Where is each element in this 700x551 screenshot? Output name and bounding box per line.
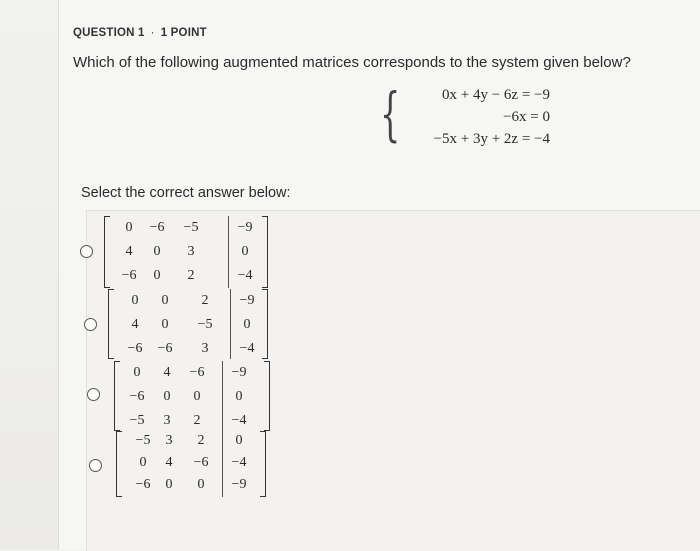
matrix-cell: −6: [127, 341, 143, 356]
question-number: QUESTION 1: [73, 27, 145, 39]
matrix-cell: 0: [161, 317, 169, 332]
matrix-cell: 0: [161, 293, 169, 308]
matrix-cell: 0: [165, 477, 173, 492]
matrix-cell: 3: [201, 341, 209, 356]
matrix-cell: 2: [187, 268, 195, 283]
matrix-cell: −9: [237, 220, 253, 235]
option-d-matrix[interactable]: [116, 431, 266, 497]
question-points: 1 POINT: [160, 27, 207, 39]
option-c-matrix[interactable]: [114, 361, 270, 431]
system-brace: {: [380, 80, 401, 148]
augment-divider: [228, 216, 229, 288]
matrix-cell: −4: [231, 413, 247, 428]
equation-3: −5x + 3y + 2z = −4: [433, 131, 550, 147]
matrix-cell: −6: [135, 477, 151, 492]
matrix-cell: −6: [157, 341, 173, 356]
matrix-cell: −4: [237, 268, 253, 283]
matrix-cell: −5: [197, 317, 213, 332]
matrix-cell: −9: [239, 293, 255, 308]
equation-system: [380, 80, 550, 153]
matrix-cell: 2: [201, 293, 209, 308]
matrix-cell: 3: [187, 244, 195, 259]
matrix-cell: −4: [239, 341, 255, 356]
right-bracket: [264, 361, 270, 431]
augment-divider: [222, 361, 223, 431]
matrix-cell: 3: [165, 433, 173, 448]
matrix-cell: 4: [163, 365, 171, 380]
matrix-cell: 0: [193, 389, 201, 404]
matrix-cell: 0: [235, 389, 243, 404]
left-bracket: [114, 361, 120, 431]
matrix-cell: 0: [133, 365, 141, 380]
matrix-cell: −6: [129, 389, 145, 404]
matrix-cell: −6: [189, 365, 205, 380]
matrix-cell: −9: [231, 477, 247, 492]
right-bracket: [260, 431, 266, 497]
matrix-cell: 2: [197, 433, 205, 448]
right-bracket: [262, 289, 268, 359]
matrix-cell: 0: [241, 244, 249, 259]
augment-divider: [222, 431, 223, 497]
option-b-radio[interactable]: [84, 318, 97, 331]
equation-2: −6x = 0: [503, 109, 550, 125]
matrix-cell: −6: [193, 455, 209, 470]
option-d-radio[interactable]: [89, 459, 102, 472]
matrix-cell: 0: [131, 293, 139, 308]
matrix-cell: −5: [135, 433, 151, 448]
select-answer-label: Select the correct answer below:: [81, 185, 291, 201]
augment-divider: [230, 289, 231, 359]
matrix-cell: 0: [153, 244, 161, 259]
matrix-cell: 0: [163, 389, 171, 404]
question-text: Which of the following augmented matrices corresponds to the system given below?: [73, 54, 631, 71]
left-bracket: [116, 431, 122, 497]
matrix-cell: 0: [139, 455, 147, 470]
option-b-matrix[interactable]: [108, 289, 268, 359]
option-a-matrix[interactable]: [104, 216, 268, 288]
matrix-cell: 4: [125, 244, 133, 259]
matrix-cell: 4: [165, 455, 173, 470]
left-bracket: [108, 289, 114, 359]
equation-1: 0x + 4y − 6z = −9: [442, 87, 550, 103]
matrix-cell: −9: [231, 365, 247, 380]
matrix-cell: −6: [149, 220, 165, 235]
matrix-cell: 0: [197, 477, 205, 492]
matrix-cell: −6: [121, 268, 137, 283]
header-separator: ·: [150, 27, 155, 39]
matrix-cell: −5: [129, 413, 145, 428]
right-bracket: [262, 216, 268, 288]
question-header: [73, 27, 207, 39]
matrix-cell: 0: [243, 317, 251, 332]
matrix-cell: 0: [235, 433, 243, 448]
left-bracket: [104, 216, 110, 288]
matrix-cell: 4: [131, 317, 139, 332]
option-a-radio[interactable]: [80, 245, 93, 258]
matrix-cell: −5: [183, 220, 199, 235]
matrix-cell: −4: [231, 455, 247, 470]
matrix-cell: 3: [163, 413, 171, 428]
matrix-cell: 0: [125, 220, 133, 235]
matrix-cell: 0: [153, 268, 161, 283]
option-c-radio[interactable]: [87, 388, 100, 401]
matrix-cell: 2: [193, 413, 201, 428]
